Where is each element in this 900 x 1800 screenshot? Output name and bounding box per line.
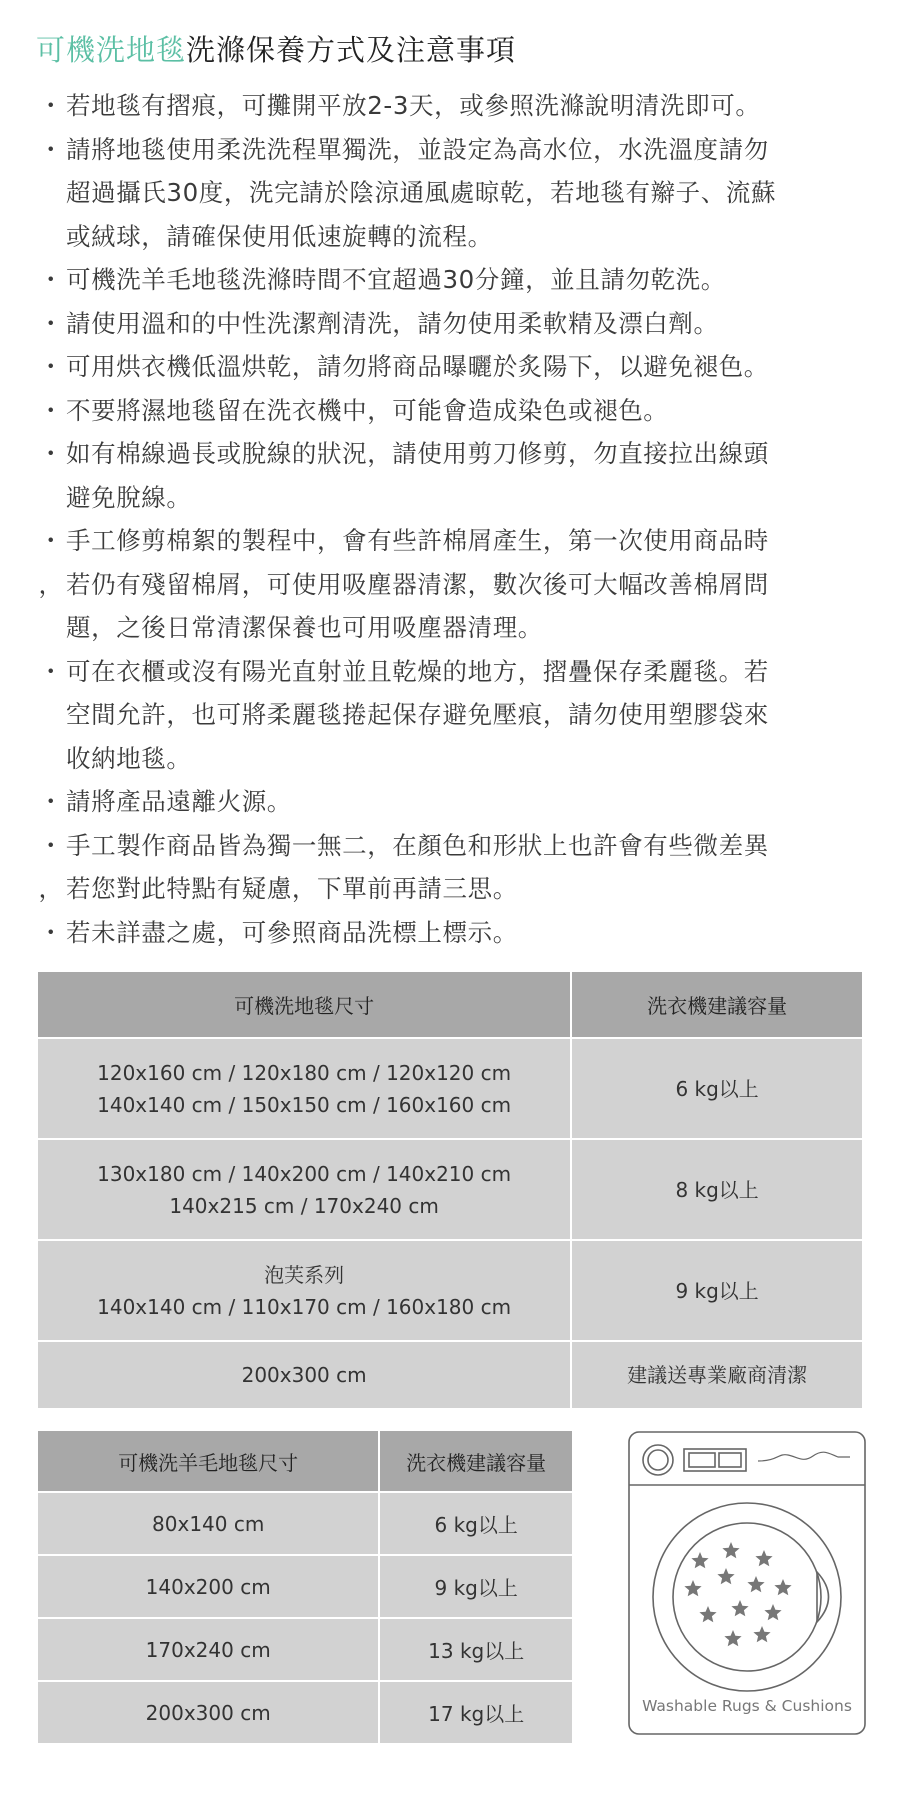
care-note (36, 432, 876, 519)
capacity-cell: 9 kg以上 (379, 1555, 573, 1618)
size-cell: 170x240 cm (38, 1618, 379, 1681)
table-header-capacity: 洗衣機建議容量 (379, 1431, 573, 1492)
table-header-size: 可機洗羊毛地毯尺寸 (38, 1431, 379, 1492)
washer-caption: Washable Rugs & Cushions (642, 1697, 852, 1715)
care-note (36, 128, 876, 259)
table-header-size: 可機洗地毯尺寸 (38, 972, 571, 1038)
care-note-text (66, 867, 876, 911)
star-icon (717, 1568, 734, 1584)
bullet-mark: ・ (38, 439, 64, 468)
table-row (38, 1038, 863, 1139)
washer-door-window (673, 1523, 821, 1671)
series-label: 泡芙系列 (264, 1262, 345, 1287)
size-cell: 80x140 cm (38, 1492, 379, 1555)
care-note-text (66, 780, 876, 824)
care-note (36, 867, 876, 911)
care-note-text (66, 128, 876, 259)
bullet-mark: ・ (38, 308, 64, 338)
size-cell (38, 1341, 571, 1409)
care-note-text (66, 519, 876, 563)
stars-pattern (684, 1542, 791, 1646)
washer-display-window (689, 1453, 715, 1467)
bullet-mark: ・ (38, 265, 64, 294)
bullet-mark: ・ (38, 91, 64, 120)
star-icon (747, 1576, 764, 1592)
capacity-cell: 9 kg以上 (571, 1240, 863, 1341)
care-note-text (66, 432, 876, 519)
care-note-line: 手工修剪棉絮的製程中，會有些許棉屑產生，第一次使用商品時 (66, 526, 769, 555)
care-note-line: 或絨球，請確保使用低速旋轉的流程。 (66, 221, 493, 251)
care-note-line: 可機洗羊毛地毯洗滌時間不宜超過30分鐘，並且請勿乾洗。 (66, 265, 726, 294)
title-rest: 洗滌保養方式及注意事項 (186, 33, 517, 67)
bullet-mark: ・ (38, 656, 64, 686)
size-line: 140x140 cm / 110x170 cm / 160x180 cm (97, 1294, 512, 1319)
bullet-mark: ， (38, 569, 64, 599)
capacity-cell: 8 kg以上 (571, 1139, 863, 1240)
care-note-text (66, 563, 876, 650)
care-note-line: 題，之後日常清潔保養也可用吸塵器清理。 (66, 613, 543, 642)
care-note (36, 563, 876, 650)
size-line: 120x160 cm / 120x180 cm / 120x120 cm (97, 1060, 512, 1085)
care-note-line: 空間允許，也可將柔麗毯捲起保存避免壓痕，請勿使用塑膠袋來 (66, 700, 769, 729)
care-note-line: 避免脫線。 (66, 482, 192, 512)
care-note (36, 389, 876, 433)
care-note-line: 如有棉線過長或脫線的狀況，請使用剪刀修剪，勿直接拉出線頭 (66, 439, 769, 468)
care-note-line: 可用烘衣機低溫烘乾，請勿將商品曝曬於炙陽下，以避免褪色。 (66, 352, 769, 381)
star-icon (774, 1579, 791, 1595)
table-header-capacity: 洗衣機建議容量 (571, 972, 863, 1038)
care-note-text (66, 345, 876, 389)
care-note-line: 請將地毯使用柔洗洗程單獨洗，並設定為高水位，水洗溫度請勿 (66, 134, 769, 164)
table-row (38, 1618, 573, 1681)
care-note (36, 650, 876, 781)
washer-display-window (719, 1453, 741, 1467)
care-note-line: 不要將濕地毯留在洗衣機中，可能會造成染色或褪色。 (66, 395, 669, 425)
care-note-line: 請將產品遠離火源。 (66, 787, 292, 816)
size-cell (38, 1038, 571, 1139)
care-notes-list (36, 84, 876, 954)
washer-dial-inner (648, 1450, 668, 1470)
care-note-text (66, 824, 876, 868)
star-icon (731, 1600, 748, 1616)
care-note-text (66, 302, 876, 346)
care-note-line: 若未詳盡之處，可參照商品洗標上標示。 (66, 917, 518, 947)
size-cell: 200x300 cm (38, 1681, 379, 1744)
capacity-cell: 17 kg以上 (379, 1681, 573, 1744)
care-note (36, 302, 876, 346)
care-note-line: 請使用溫和的中性洗潔劑清洗，請勿使用柔軟精及漂白劑。 (66, 308, 719, 338)
size-cell (38, 1139, 571, 1240)
care-note-line: 若仍有殘留棉屑，可使用吸塵器清潔，數次後可大幅改善棉屑問 (66, 569, 769, 599)
table-row (38, 1681, 573, 1744)
star-icon (753, 1626, 770, 1642)
care-note-text (66, 911, 876, 955)
size-line: 140x140 cm / 150x150 cm / 160x160 cm (97, 1092, 512, 1117)
care-note-line: 若您對此特點有疑慮，下單前再請三思。 (66, 874, 518, 903)
bullet-mark: ・ (38, 352, 64, 381)
care-note (36, 911, 876, 955)
title-accent: 可機洗地毯 (36, 33, 187, 67)
capacity-cell: 6 kg以上 (571, 1038, 863, 1139)
star-icon (699, 1606, 716, 1622)
care-note-text (66, 389, 876, 433)
bullet-mark: ・ (38, 917, 64, 947)
care-note (36, 824, 876, 868)
star-icon (724, 1630, 741, 1646)
machine-wash-rug-size-table (38, 972, 864, 1410)
care-note-text (66, 258, 876, 302)
washer-body (629, 1432, 865, 1734)
care-note-line: 收納地毯。 (66, 743, 192, 773)
wool-rug-size-table (38, 1431, 574, 1745)
star-icon (764, 1604, 781, 1620)
care-note-text (66, 650, 876, 781)
care-note (36, 84, 876, 128)
care-note-line: 可在衣櫃或沒有陽光直射並且乾燥的地方，摺疊保存柔麗毯。若 (66, 656, 769, 686)
capacity-cell: 建議送專業廠商清潔 (571, 1341, 863, 1409)
care-note-line: 手工製作商品皆為獨一無二，在顏色和形狀上也許會有些微差異 (66, 830, 769, 860)
star-icon (755, 1550, 772, 1566)
washing-machine-icon (628, 1431, 866, 1735)
table-row (38, 1492, 573, 1555)
care-note (36, 258, 876, 302)
brand-signature-logo (758, 1452, 850, 1461)
size-line: 200x300 cm (241, 1363, 367, 1387)
care-note (36, 519, 876, 563)
bullet-mark: ・ (38, 134, 64, 164)
star-icon (691, 1552, 708, 1568)
size-line: 140x215 cm / 170x240 cm (169, 1193, 439, 1218)
bullet-mark: ・ (38, 830, 64, 860)
page-title (36, 28, 516, 69)
table-row (38, 1240, 863, 1341)
size-cell: 140x200 cm (38, 1555, 379, 1618)
care-note (36, 780, 876, 824)
care-note-text (66, 84, 876, 128)
capacity-cell: 6 kg以上 (379, 1492, 573, 1555)
bullet-mark: ， (38, 874, 64, 903)
bullet-mark: ・ (38, 787, 64, 816)
table-row (38, 1139, 863, 1240)
care-note (36, 345, 876, 389)
star-icon (722, 1542, 739, 1558)
care-note-line: 超過攝氏30度，洗完請於陰涼通風處晾乾，若地毯有辮子、流蘇 (66, 178, 777, 207)
table-row (38, 1555, 573, 1618)
bullet-mark: ・ (38, 395, 64, 425)
star-icon (684, 1580, 701, 1596)
capacity-cell: 13 kg以上 (379, 1618, 573, 1681)
bullet-mark: ・ (38, 526, 64, 555)
size-line: 130x180 cm / 140x200 cm / 140x210 cm (97, 1161, 512, 1186)
care-note-line: 若地毯有摺痕，可攤開平放2-3天，或參照洗滌說明清洗即可。 (66, 91, 761, 120)
size-cell (38, 1240, 571, 1341)
table-row (38, 1341, 863, 1409)
washer-door (653, 1503, 841, 1691)
